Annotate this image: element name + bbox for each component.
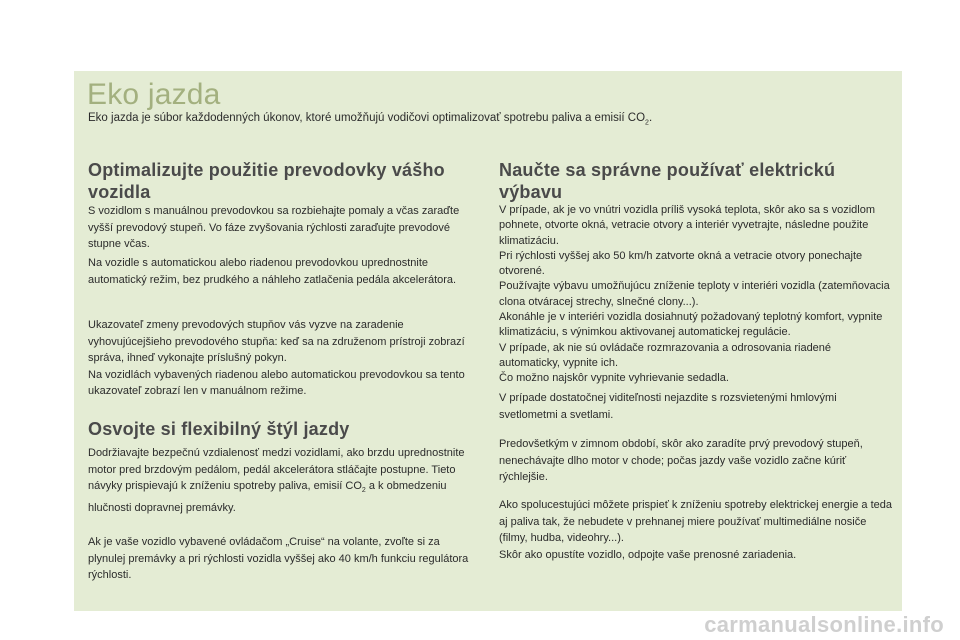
paragraph-automatic-gearbox: Na vozidle s automatickou alebo riadenou prevodovkou uprednostnite automatický režim, bez prudkého a náhleho zatlačenia pedála akcelerátora.: [88, 257, 457, 286]
paragraph-ventilation: V prípade, ak je vo vnútri vozidla príliš vysoká teplota, skôr ako sa s vozidlom pohnete, otvorte okná, vetracie otvory a interiér vyvetrajte, následne použite klimatizáciu. Pri rýchlosti vyššej ako 50 km/h zatvorte okná a vetracie otvory ponechajte otvorené. Používajte výbavu umožňujúcu zníženie teploty v interiéri vozidla (zatemňovacia clona otváracej strechy, slnečné clony...). Akonáhle je v interiéri vozidla dosiahnutý požadovaný teplotný komfort, vypnite klimatizáciu, s výnimkou aktivovanej automatickej regulácie. V prípade, ak nie sú ovládače rozmrazovania a odrosovania riadené automaticky, vypnite ich. Čo možno najskôr vypnite vyhrievanie sedadla.: [499, 204, 890, 385]
heading-electrical-equipment: Naučte sa správne používať elektrickú výbavu: [499, 160, 836, 202]
page-title: Eko jazda: [87, 78, 221, 111]
intro-text: Eko jazda je súbor každodenných úkonov, ktoré umožňujú vodičovi optimalizovať spotrebu paliva a emisií $CO_2$.: [88, 112, 653, 127]
paragraph-passenger-devices: Ako spolucestujúci môžete prispieť k zníženiu spotreby elektrickej energie a teda aj paliva tak, že nebudete v prehnanej miere používať multimediálne nosiče (filmy, hudba, videohry...). Skôr ako opustíte vozidlo, odpojte vaše prenosné zariadenia.: [499, 499, 892, 561]
heading-driving-style: Osvojte si flexibilný štýl jazdy: [88, 419, 350, 439]
paragraph-manual-gearbox: S vozidlom s manuálnou prevodovkou sa rozbiehajte pomaly a včas zaraďte vyšší prevodový stupeň. Vo fáze zvyšovania rýchlosti zaraďujte prevodové stupne včas.: [88, 205, 460, 250]
paragraph-fog-lights: V prípade dostatočnej viditeľnosti nejazdite s rozsvietenými hmlovými svetlometmi a svetlami.: [499, 392, 837, 421]
paragraph-cruise-control: Ak je vaše vozidlo vybavené ovládačom „Cruise“ na volante, zvoľte si za plynulej premávky a pri rýchlosti vozidla vyššej ako 40 km/h funkciu regulátora rýchlosti.: [88, 536, 469, 581]
paragraph-gear-indicator: Ukazovateľ zmeny prevodových stupňov vás vyzve na zaradenie vyhovujúcejšieho prevodového stupňa: keď sa na združenom prístroji zobrazí správa, ihneď vykonajte príslušný pokyn. Na vozidlách vybavených riadenou alebo automatickou prevodovkou sa tento ukazovateľ zobrazí len v manuálnom režime.: [88, 319, 465, 397]
paragraph-winter-engine: Predovšetkým v zimnom období, skôr ako zaradíte prvý prevodový stupeň, nenechávajte dlho motor v chode; počas jazdy vaše vozidlo začne kúriť rýchlejšie.: [499, 438, 863, 483]
paragraph-safe-distance: Dodržiavajte bezpečnú vzdialenosť medzi vozidlami, ako brzdu uprednostnite motor pred brzdovým pedálom, pedál akcelerátora stláčajte postupne. Tieto návyky prispievajú k zníženiu spotreby paliva, emisií $CO_2$ a k obmedzeniu hlučnosti dopravnej premávky.: [88, 447, 465, 514]
heading-gearbox: Optimalizujte použitie prevodovky vášho vozidla: [88, 160, 445, 202]
watermark-logo: carmanualsonline.info: [704, 612, 944, 637]
